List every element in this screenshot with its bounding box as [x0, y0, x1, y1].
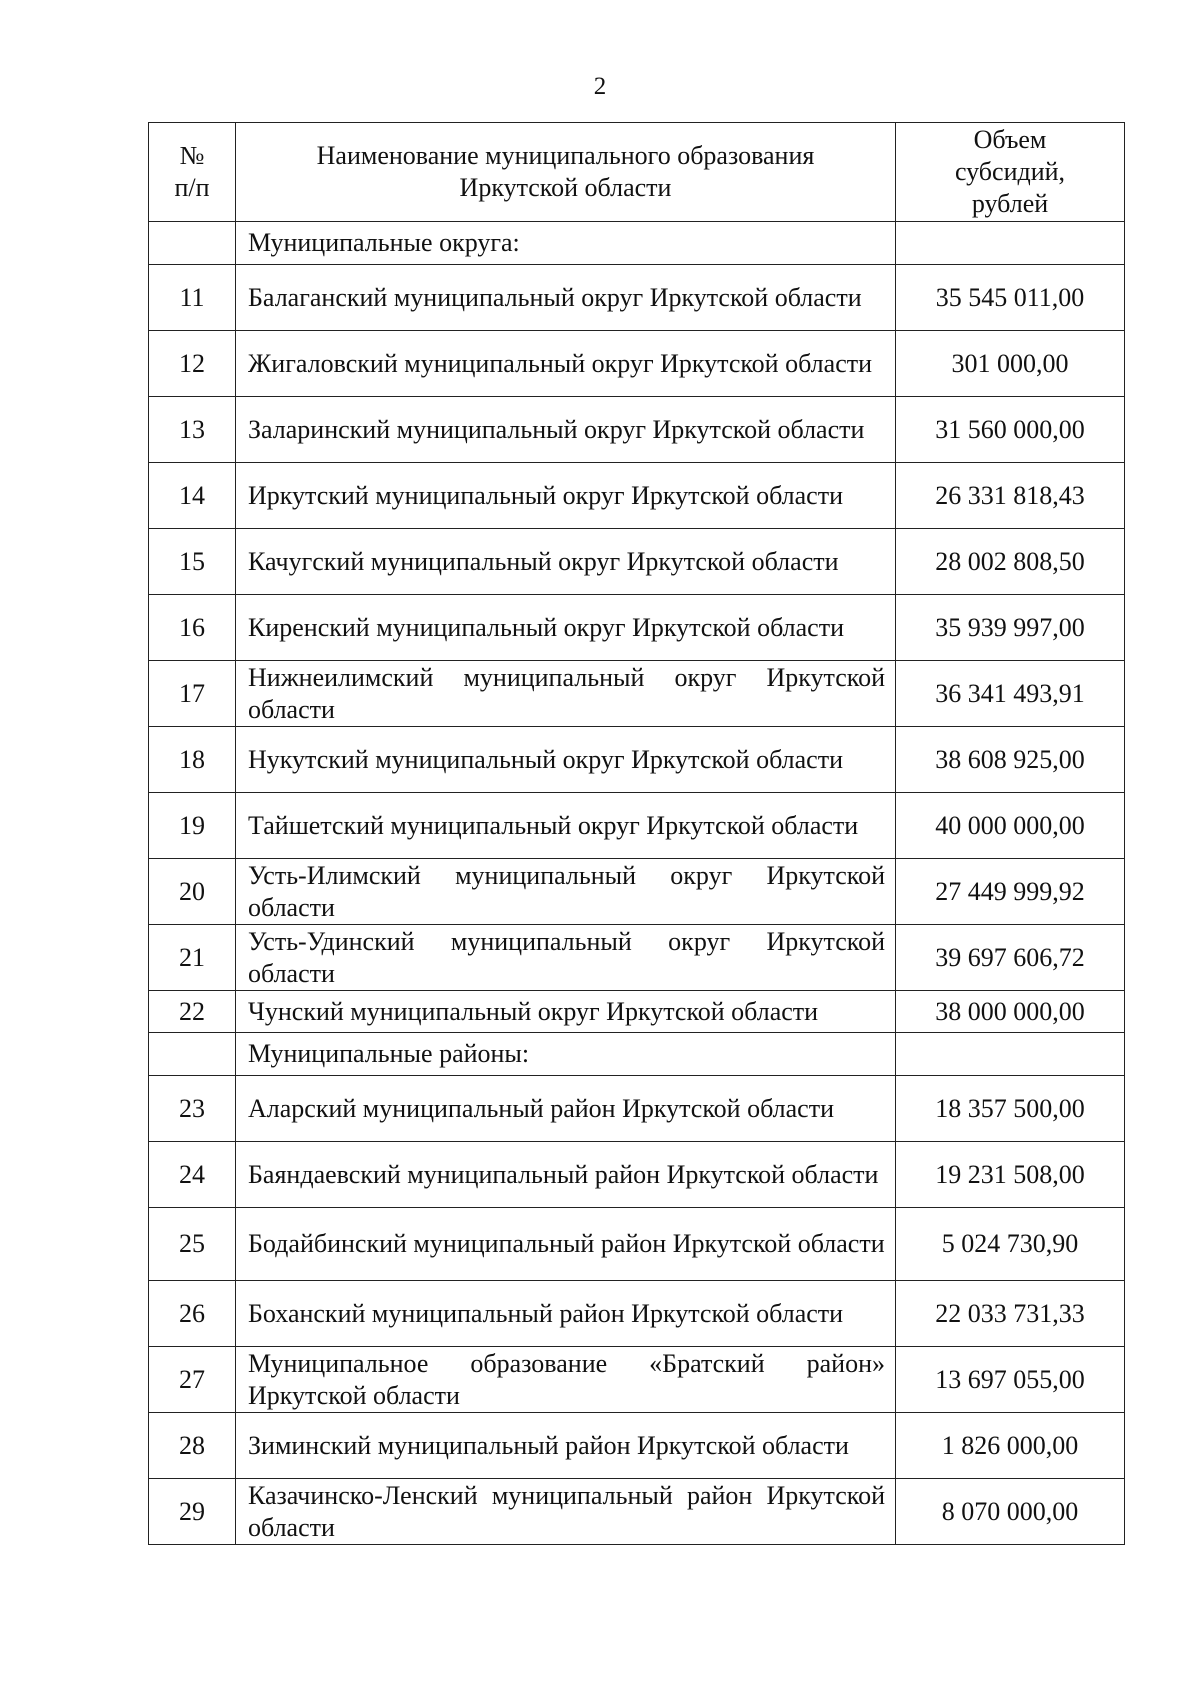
row-municipality-name: Муниципальное образование «Братский район» Иркутской области	[236, 1347, 896, 1413]
row-number: 21	[149, 925, 236, 991]
table-row	[149, 1076, 1125, 1142]
row-number: 26	[149, 1281, 236, 1347]
table-row	[149, 991, 1125, 1033]
row-municipality-name: Чунский муниципальный округ Иркутской области	[236, 991, 896, 1033]
row-municipality-name: Зиминский муниципальный район Иркутской области	[236, 1413, 896, 1479]
row-number: 17	[149, 661, 236, 727]
table-row	[149, 1347, 1125, 1413]
row-municipality-name: Боханский муниципальный район Иркутской области	[236, 1281, 896, 1347]
row-number: 15	[149, 529, 236, 595]
row-subsidy-amount: 35 939 997,00	[896, 595, 1125, 661]
row-municipality-name: Усть-Илимский муниципальный округ Иркутской области	[236, 859, 896, 925]
table-row	[149, 595, 1125, 661]
row-number: 29	[149, 1479, 236, 1545]
row-subsidy-amount: 36 341 493,91	[896, 661, 1125, 727]
table-row	[149, 397, 1125, 463]
table-header-row	[149, 123, 1125, 222]
row-municipality-name: Заларинский муниципальный округ Иркутской области	[236, 397, 896, 463]
row-subsidy-amount: 28 002 808,50	[896, 529, 1125, 595]
row-subsidy-amount: 5 024 730,90	[896, 1208, 1125, 1281]
table-row	[149, 1479, 1125, 1545]
table-row	[149, 925, 1125, 991]
table-row	[149, 727, 1125, 793]
table-row	[149, 859, 1125, 925]
row-number: 13	[149, 397, 236, 463]
row-number: 12	[149, 331, 236, 397]
row-municipality-name: Казачинско-Ленский муниципальный район Иркутской области	[236, 1479, 896, 1545]
section-label: Муниципальные округа:	[236, 222, 896, 265]
row-municipality-name: Тайшетский муниципальный округ Иркутской области	[236, 793, 896, 859]
table-row	[149, 529, 1125, 595]
row-municipality-name: Аларский муниципальный район Иркутской области	[236, 1076, 896, 1142]
row-number: 27	[149, 1347, 236, 1413]
table-row	[149, 1208, 1125, 1281]
row-subsidy-amount: 1 826 000,00	[896, 1413, 1125, 1479]
row-number: 11	[149, 265, 236, 331]
row-number: 24	[149, 1142, 236, 1208]
table-row	[149, 331, 1125, 397]
row-number: 20	[149, 859, 236, 925]
table-row	[149, 793, 1125, 859]
section-row-okruga	[149, 222, 1125, 265]
row-number: 23	[149, 1076, 236, 1142]
table-row	[149, 265, 1125, 331]
row-municipality-name: Нукутский муниципальный округ Иркутской области	[236, 727, 896, 793]
row-municipality-name: Нижнеилимский муниципальный округ Иркутской области	[236, 661, 896, 727]
header-num: № п/п	[149, 123, 236, 222]
table-row	[149, 661, 1125, 727]
row-municipality-name: Баяндаевский муниципальный район Иркутской области	[236, 1142, 896, 1208]
row-number: 14	[149, 463, 236, 529]
row-subsidy-amount: 38 608 925,00	[896, 727, 1125, 793]
row-subsidy-amount: 35 545 011,00	[896, 265, 1125, 331]
row-number: 16	[149, 595, 236, 661]
row-subsidy-amount: 18 357 500,00	[896, 1076, 1125, 1142]
row-number: 19	[149, 793, 236, 859]
row-subsidy-amount: 19 231 508,00	[896, 1142, 1125, 1208]
row-municipality-name: Качугский муниципальный округ Иркутской области	[236, 529, 896, 595]
header-amount: Объем субсидий, рублей	[896, 123, 1125, 222]
row-subsidy-amount: 26 331 818,43	[896, 463, 1125, 529]
table-row	[149, 463, 1125, 529]
row-municipality-name: Бодайбинский муниципальный район Иркутской области	[236, 1208, 896, 1281]
row-subsidy-amount: 40 000 000,00	[896, 793, 1125, 859]
section-row-raiony	[149, 1033, 1125, 1076]
row-subsidy-amount: 8 070 000,00	[896, 1479, 1125, 1545]
row-municipality-name: Балаганский муниципальный округ Иркутской области	[236, 265, 896, 331]
row-municipality-name: Жигаловский муниципальный округ Иркутской области	[236, 331, 896, 397]
page-number: 2	[593, 73, 607, 100]
subsidy-table	[148, 122, 1125, 1545]
table-row	[149, 1413, 1125, 1479]
row-municipality-name: Киренский муниципальный округ Иркутской области	[236, 595, 896, 661]
row-subsidy-amount: 27 449 999,92	[896, 859, 1125, 925]
table-row	[149, 1281, 1125, 1347]
row-subsidy-amount: 22 033 731,33	[896, 1281, 1125, 1347]
row-municipality-name: Иркутский муниципальный округ Иркутской области	[236, 463, 896, 529]
row-number: 25	[149, 1208, 236, 1281]
row-subsidy-amount: 31 560 000,00	[896, 397, 1125, 463]
row-municipality-name: Усть-Удинский муниципальный округ Иркутской области	[236, 925, 896, 991]
row-subsidy-amount: 13 697 055,00	[896, 1347, 1125, 1413]
row-subsidy-amount: 38 000 000,00	[896, 991, 1125, 1033]
section-label: Муниципальные районы:	[236, 1033, 896, 1076]
table-row	[149, 1142, 1125, 1208]
row-subsidy-amount: 39 697 606,72	[896, 925, 1125, 991]
row-number: 18	[149, 727, 236, 793]
row-subsidy-amount: 301 000,00	[896, 331, 1125, 397]
row-number: 28	[149, 1413, 236, 1479]
row-number: 22	[149, 991, 236, 1033]
header-name: Наименование муниципального образования Иркутской области	[236, 123, 896, 222]
